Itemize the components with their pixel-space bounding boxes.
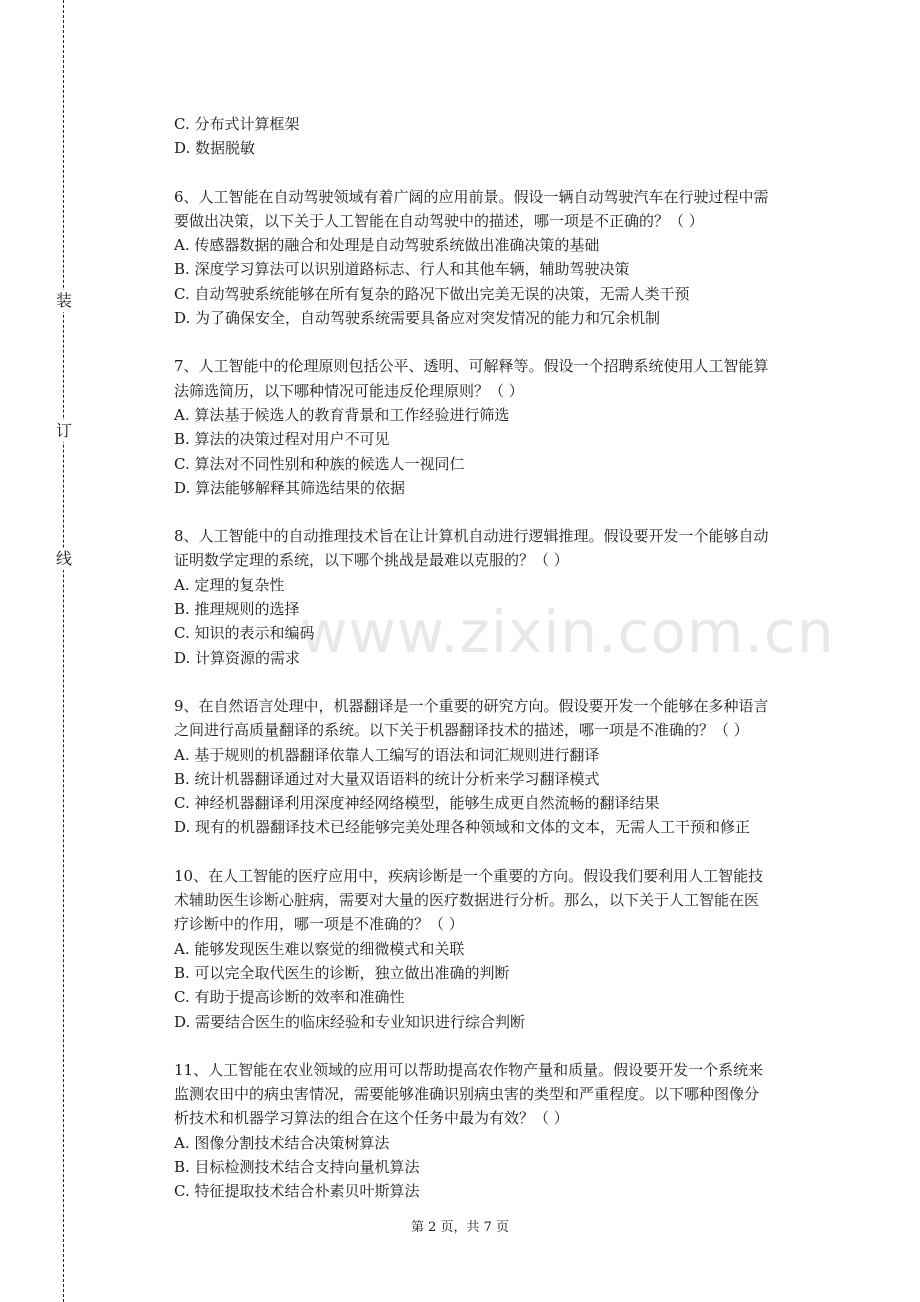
- watermark: www.zixin.com.cn: [300, 598, 835, 666]
- question-block: [174, 354, 814, 500]
- option-line: A. 基于规则的机器翻译依靠人工编写的语法和词汇规则进行翻译: [174, 745, 600, 764]
- question-block: [174, 1058, 814, 1204]
- option-line: B. 目标检测技术结合支持向量机算法: [174, 1157, 420, 1176]
- option-line: A. 定理的复杂性: [174, 575, 285, 594]
- binding-char-xian: 线: [55, 549, 72, 568]
- option-line: D. 现有的机器翻译技术已经能够完美处理各种领域和文体的文本，无需人工干预和修正: [174, 818, 751, 837]
- question-text-line: 证明数学定理的系统，以下哪个挑战是最难以克服的？（ ）: [174, 551, 569, 570]
- option-line: C. 特征提取技术结合朴素贝叶斯算法: [174, 1182, 420, 1201]
- option-line: D. 为了确保安全，自动驾驶系统需要具备应对突发情况的能力和冗余机制: [174, 309, 661, 328]
- option-line: C. 分布式计算框架: [174, 115, 300, 133]
- option-line: C. 有助于提高诊断的效率和准确性: [174, 988, 405, 1007]
- option-line: D. 计算资源的需求: [174, 648, 301, 667]
- question-block: [174, 524, 814, 670]
- question-block: [174, 185, 814, 331]
- question-text-line: 9、在自然语言处理中，机器翻译是一个重要的研究方向。假设要开发一个能够在多种语言: [174, 696, 769, 715]
- option-line: A. 算法基于候选人的教育背景和工作经验进行筛选: [174, 405, 510, 424]
- question-text-line: 7、人工智能中的伦理原则包括公平、透明、可解释等。假设一个招聘系统使用人工智能算: [174, 357, 769, 376]
- option-line: D. 数据脱敏: [174, 139, 256, 158]
- option-line: A. 传感器数据的融合和处理是自动驾驶系统做出准确决策的基础: [174, 236, 600, 255]
- binding-char-ding: 订: [55, 421, 72, 440]
- question-text-line: 之间进行高质量翻译的系统。以下关于机器翻译技术的描述，哪一项是不准确的？（ ）: [174, 721, 749, 740]
- question-text-line: 术辅助医生诊断心脏病，需要对大量的医疗数据进行分析。那么，以下关于人工智能在医: [174, 891, 760, 910]
- question-text-line: 6、人工智能在自动驾驶领域有着广阔的应用前景。假设一辆自动驾驶汽车在行驶过程中需: [174, 187, 769, 206]
- option-line: C. 神经机器翻译利用深度神经网络模型，能够生成更自然流畅的翻译结果: [174, 794, 660, 813]
- option-line: D. 算法能够解释其筛选结果的依据: [174, 478, 406, 497]
- option-line: C. 算法对不同性别和种族的候选人一视同仁: [174, 454, 465, 473]
- page-footer: 第 2 页，共 7 页: [410, 1220, 510, 1235]
- option-line: B. 可以完全取代医生的诊断，独立做出准确的判断: [174, 963, 510, 982]
- question-text-line: 析技术和机器学习算法的组合在这个任务中最为有效？（ ）: [174, 1109, 569, 1128]
- binding-char-zhuang: 装: [55, 291, 72, 310]
- option-line: B. 推理规则的选择: [174, 600, 300, 619]
- question-text-line: 10、在人工智能的医疗应用中，疾病诊断是一个重要的方向。假设我们要利用人工智能技: [174, 866, 764, 885]
- question-text-line: 监测农田中的病虫害情况，需要能够准确识别病虫害的类型和严重程度。以下哪种图像分: [174, 1085, 760, 1104]
- question-text-line: 8、人工智能中的自动推理技术旨在让计算机自动进行逻辑推理。假设要开发一个能够自动: [174, 527, 769, 546]
- question-text-line: 疗诊断中的作用，哪一项是不准确的？（ ）: [174, 915, 464, 934]
- question-text-line: 要做出决策，以下关于人工智能在自动驾驶中的描述，哪一项是不正确的？（ ）: [174, 211, 704, 230]
- binding-dashed-line: [63, 0, 64, 1302]
- question-text-line: 11、人工智能在农业领域的应用可以帮助提高农作物产量和质量。假设要开发一个系统来: [174, 1060, 764, 1079]
- question-list: [174, 112, 814, 1204]
- question-text-line: 法筛选简历，以下哪种情况可能违反伦理原则？（ ）: [174, 381, 524, 400]
- option-line: B. 算法的决策过程对用户不可见: [174, 430, 390, 449]
- option-line: B. 深度学习算法可以识别道路标志、行人和其他车辆，辅助驾驶决策: [174, 260, 630, 279]
- option-line: B. 统计机器翻译通过对大量双语语料的统计分析来学习翻译模式: [174, 769, 600, 788]
- option-line: C. 自动驾驶系统能够在所有复杂的路况下做出完美无误的决策，无需人类干预: [174, 284, 690, 303]
- option-line: D. 需要结合医生的临床经验和专业知识进行综合判断: [174, 1012, 526, 1031]
- question-block: [174, 694, 814, 840]
- question-block: [174, 864, 814, 1034]
- option-line: A. 图像分割技术结合决策树算法: [174, 1133, 390, 1152]
- option-line: A. 能够发现医生难以察觉的细微模式和关联: [174, 939, 465, 958]
- option-line: C. 知识的表示和编码: [174, 624, 315, 643]
